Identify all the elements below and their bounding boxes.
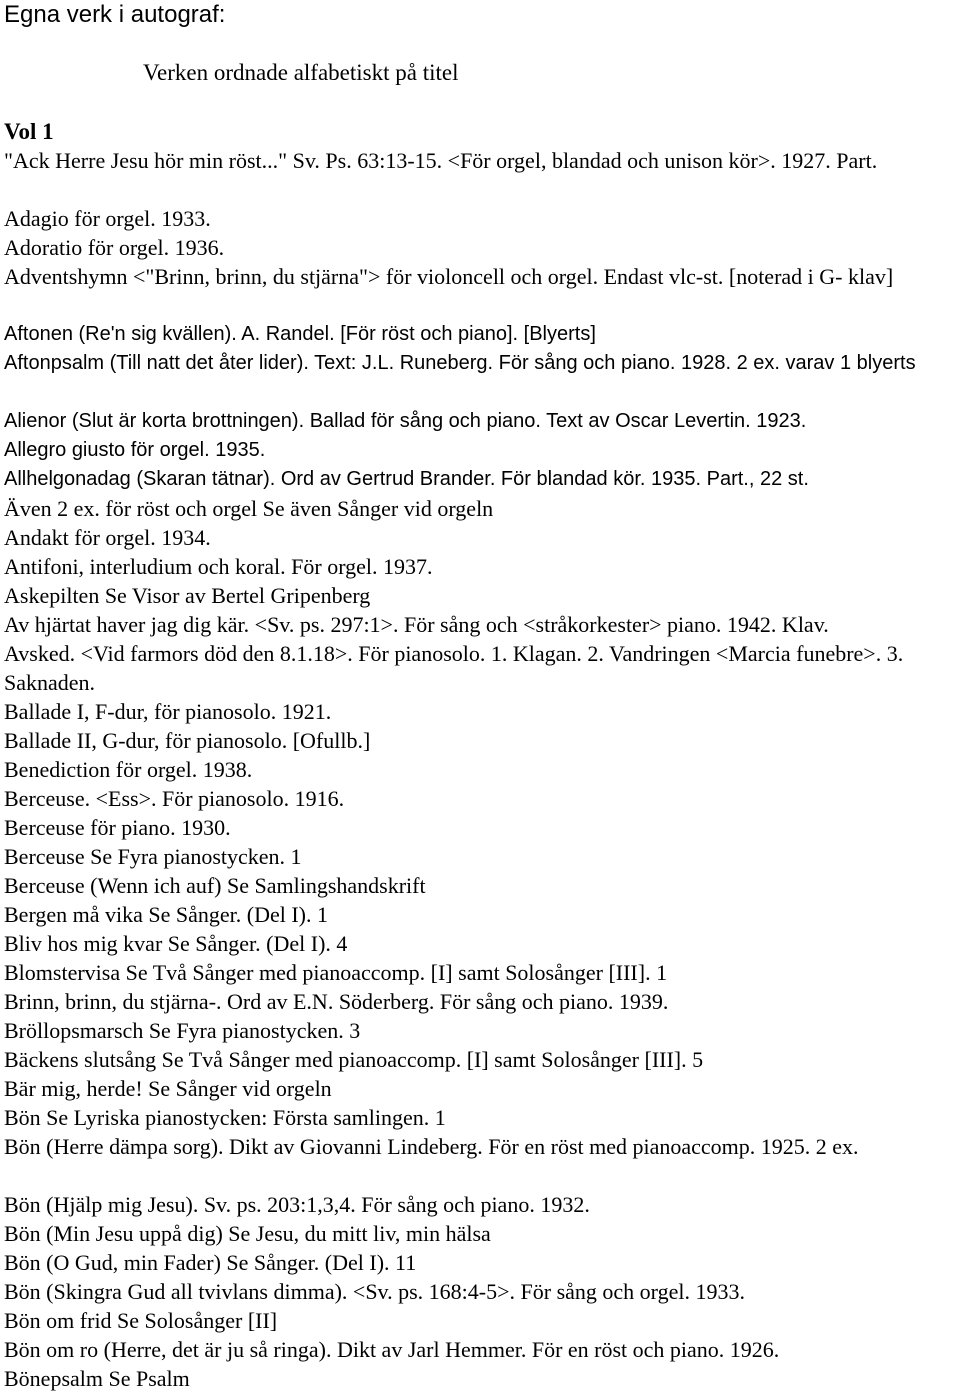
list-item: Berceuse Se Fyra pianostycken. 1 <box>4 844 302 869</box>
list-item: Aftonen (Re'n sig kvällen). A. Randel. [För röst och piano]. [Blyerts] <box>4 323 596 345</box>
list-item: Berceuse (Wenn ich auf) Se Samlingshandskrift <box>4 873 426 898</box>
list-item: Bröllopsmarsch Se Fyra pianostycken. 3 <box>4 1018 361 1043</box>
list-item: Bön om ro (Herre, det är ju så ringa). Dikt av Jarl Hemmer. För en röst och piano. 1926. <box>4 1337 780 1362</box>
list-item: Benediction för orgel. 1938. <box>4 757 253 782</box>
page-heading: Egna verk i autograf: <box>4 1 226 28</box>
list-item: Bön om frid Se Solosånger [II] <box>4 1308 278 1333</box>
list-item: Adoratio för orgel. 1936. <box>4 235 225 260</box>
list-item: Berceuse för piano. 1930. <box>4 815 231 840</box>
list-item: Bönepsalm Se Psalm <box>4 1366 190 1391</box>
list-item: Bär mig, herde! Se Sånger vid orgeln <box>4 1076 332 1101</box>
list-item: Antifoni, interludium och koral. För orgel. 1937. <box>4 554 433 579</box>
list-item: Bön (O Gud, min Fader) Se Sånger. (Del I). 11 <box>4 1250 417 1275</box>
list-item: Bergen må vika Se Sånger. (Del I). 1 <box>4 902 329 927</box>
list-item: Askepilten Se Visor av Bertel Gripenberg <box>4 583 371 608</box>
list-item: Blomstervisa Se Två Sånger med pianoaccomp. [I] samt Solosånger [III]. 1 <box>4 960 668 985</box>
list-item: Bön (Min Jesu uppå dig) Se Jesu, du mitt liv, min hälsa <box>4 1221 491 1246</box>
list-item: Bön (Herre dämpa sorg). Dikt av Giovanni Lindeberg. För en röst med pianoaccomp. 1925. 2 ex. <box>4 1134 859 1159</box>
list-item: Adagio för orgel. 1933. <box>4 206 211 231</box>
page-subheading: Verken ordnade alfabetiskt på titel <box>143 60 459 85</box>
volume-heading: Vol 1 <box>4 119 54 144</box>
list-item: Bäckens slutsång Se Två Sånger med pianoaccomp. [I] samt Solosånger [III]. 5 <box>4 1047 704 1072</box>
list-item: Ballade I, F-dur, för pianosolo. 1921. <box>4 699 332 724</box>
list-item: "Ack Herre Jesu hör min röst..." Sv. Ps. 63:13-15. <För orgel, blandad och unison kör>. 1927. Part. <box>4 148 878 173</box>
list-item: Alienor (Slut är korta brottningen). Ballad för sång och piano. Text av Oscar Levertin. 1923. <box>4 410 807 432</box>
list-item: Bön (Hjälp mig Jesu). Sv. ps. 203:1,3,4. För sång och piano. 1932. <box>4 1192 590 1217</box>
list-item: Brinn, brinn, du stjärna-. Ord av E.N. Söderberg. För sång och piano. 1939. <box>4 989 669 1014</box>
list-item: Andakt för orgel. 1934. <box>4 525 211 550</box>
list-item: Aftonpsalm (Till natt det åter lider). Text: J.L. Runeberg. För sång och piano. 1928. 2 ex. varav 1 blyerts <box>4 352 916 374</box>
list-item: Allegro giusto för orgel. 1935. <box>4 439 266 461</box>
list-item: Bön Se Lyriska pianostycken: Första samlingen. 1 <box>4 1105 446 1130</box>
list-item: Bliv hos mig kvar Se Sånger. (Del I). 4 <box>4 931 348 956</box>
list-item: Även 2 ex. för röst och orgel Se även Sånger vid orgeln <box>4 496 494 521</box>
list-item: Berceuse. <Ess>. För pianosolo. 1916. <box>4 786 345 811</box>
list-item: Allhelgonadag (Skaran tätnar). Ord av Gertrud Brander. För blandad kör. 1935. Part., 22 st. <box>4 468 809 490</box>
list-item: Ballade II, G-dur, för pianosolo. [Ofullb.] <box>4 728 371 753</box>
list-item: Bön (Skingra Gud all tvivlans dimma). <Sv. ps. 168:4-5>. För sång och orgel. 1933. <box>4 1279 745 1304</box>
list-item: Avsked. <Vid farmors död den 8.1.18>. För pianosolo. 1. Klagan. 2. Vandringen <Marcia funebre>. 3. Saknaden. <box>4 641 904 695</box>
list-item: Av hjärtat haver jag dig kär. <Sv. ps. 297:1>. För sång och <stråkorkester> piano. 1942. Klav. <box>4 612 829 637</box>
list-item: Adventshymn <"Brinn, brinn, du stjärna"> för violoncell och orgel. Endast vlc-st. [noterad i G- klav] <box>4 264 894 289</box>
